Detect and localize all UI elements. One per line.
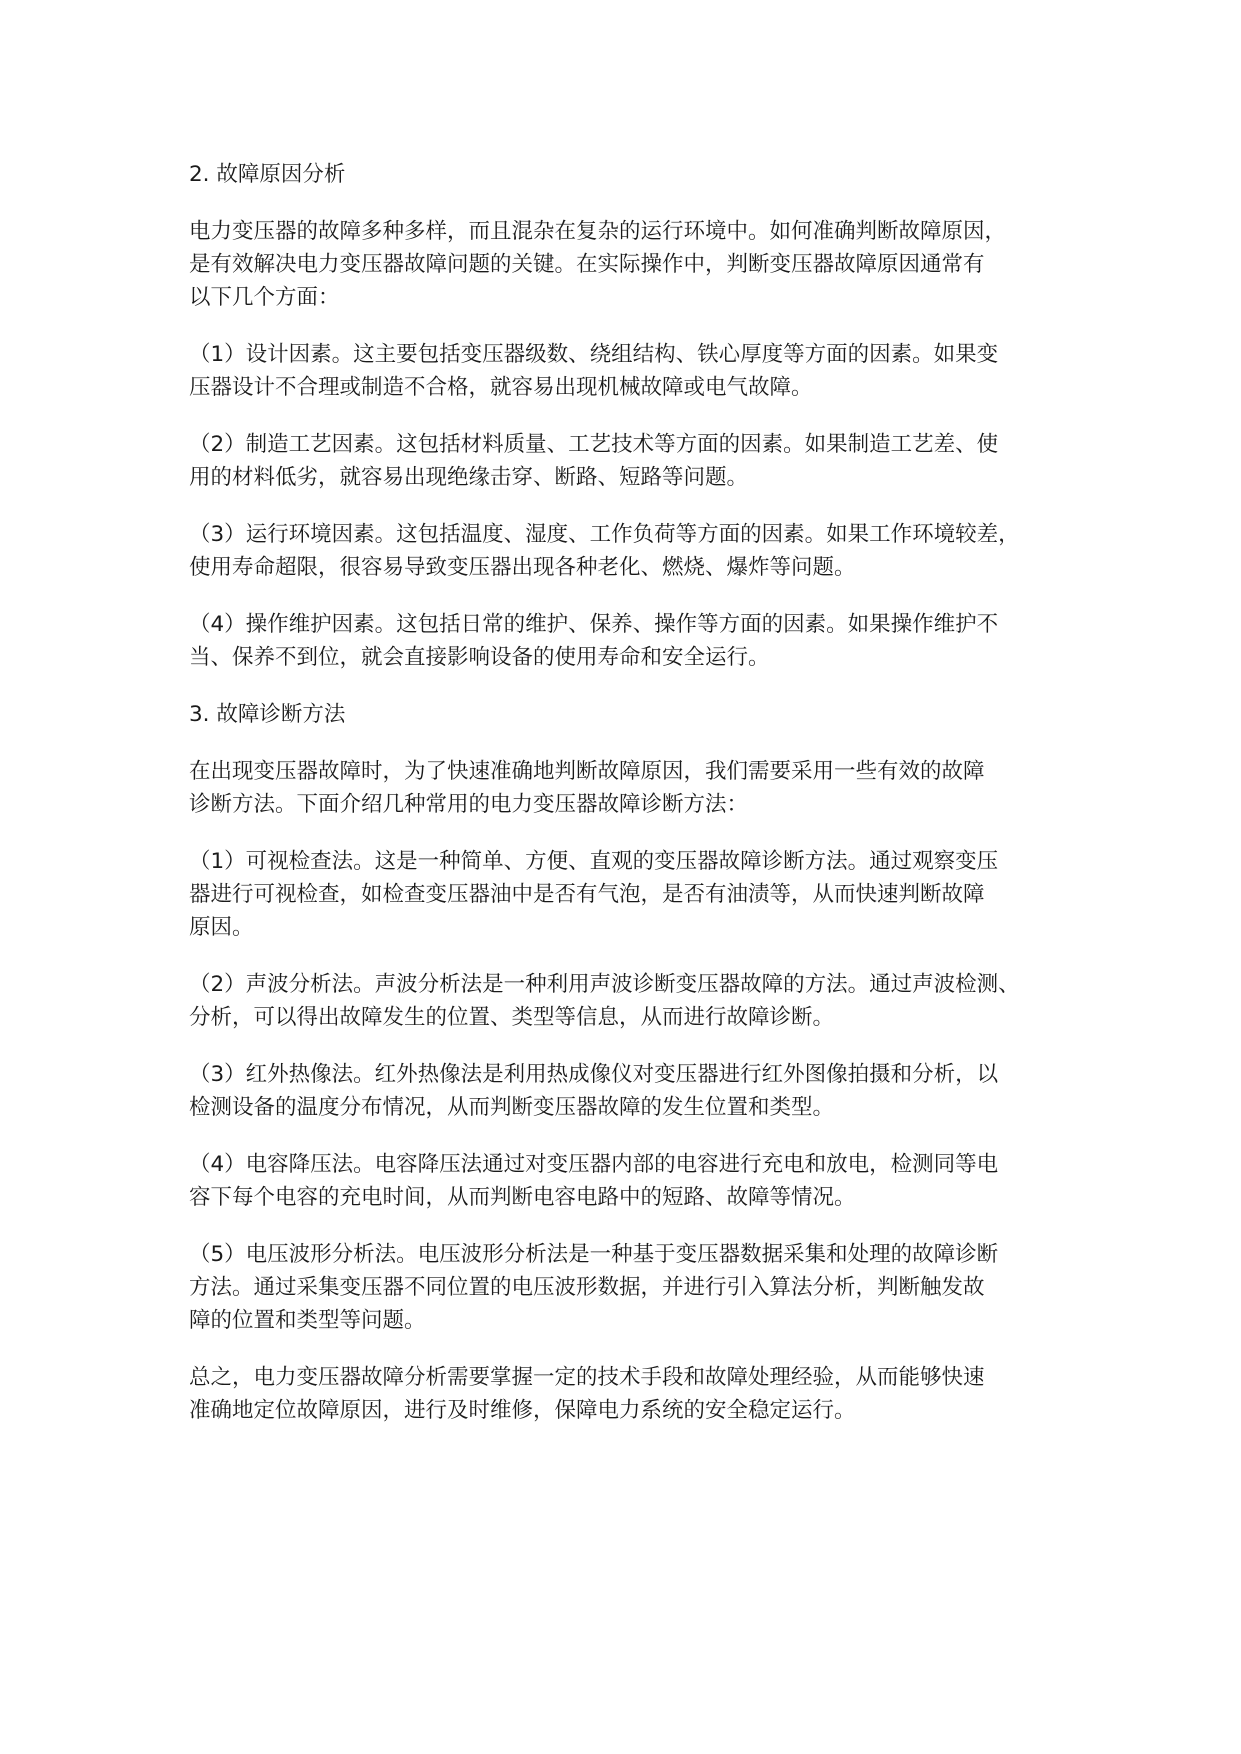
text-line: 用的材料低劣，就容易出现绝缘击穿、断路、短路等问题。 bbox=[189, 465, 749, 490]
paragraph bbox=[189, 845, 1089, 944]
text-line: 2. 故障原因分析 bbox=[189, 162, 346, 187]
paragraph bbox=[189, 608, 1089, 674]
text-line: 使用寿命超限，很容易导致变压器出现各种老化、燃烧、爆炸等问题。 bbox=[189, 555, 856, 580]
text-line: 原因。 bbox=[189, 915, 254, 940]
text-line: （3）运行环境因素。这包括温度、湿度、工作负荷等方面的因素。如果工作环境较差， bbox=[189, 522, 1020, 547]
text-line: 准确地定位故障原因，进行及时维修，保障电力系统的安全稳定运行。 bbox=[189, 1398, 856, 1423]
text-line: （4）操作维护因素。这包括日常的维护、保养、操作等方面的因素。如果操作维护不 bbox=[189, 612, 999, 637]
text-line: （3）红外热像法。红外热像法是利用热成像仪对变压器进行红外图像拍摄和分析，以 bbox=[189, 1062, 999, 1087]
text-line: 总之，电力变压器故障分析需要掌握一定的技术手段和故障处理经验，从而能够快速 bbox=[189, 1365, 985, 1390]
text-line: 是有效解决电力变压器故障问题的关键。在实际操作中，判断变压器故障原因通常有 bbox=[189, 252, 985, 277]
paragraph bbox=[189, 1238, 1089, 1337]
paragraph bbox=[189, 1361, 1089, 1427]
text-line: 障的位置和类型等问题。 bbox=[189, 1308, 426, 1333]
text-line: 在出现变压器故障时，为了快速准确地判断故障原因，我们需要采用一些有效的故障 bbox=[189, 759, 985, 784]
document-body bbox=[189, 158, 1089, 1451]
text-line: （1）可视检查法。这是一种简单、方便、直观的变压器故障诊断方法。通过观察变压 bbox=[189, 849, 999, 874]
text-line: 压器设计不合理或制造不合格，就容易出现机械故障或电气故障。 bbox=[189, 375, 813, 400]
text-line: （2）声波分析法。声波分析法是一种利用声波诊断变压器故障的方法。通过声波检测、 bbox=[189, 972, 1020, 997]
text-line: 器进行可视检查，如检查变压器油中是否有气泡，是否有油渍等，从而快速判断故障 bbox=[189, 882, 985, 907]
paragraph bbox=[189, 755, 1089, 821]
text-line: 以下几个方面： bbox=[189, 285, 340, 310]
text-line: 当、保养不到位，就会直接影响设备的使用寿命和安全运行。 bbox=[189, 645, 770, 670]
paragraph bbox=[189, 338, 1089, 404]
text-line: 检测设备的温度分布情况，从而判断变压器故障的发生位置和类型。 bbox=[189, 1095, 835, 1120]
text-line: 3. 故障诊断方法 bbox=[189, 702, 346, 727]
paragraph bbox=[189, 1058, 1089, 1124]
text-line: 方法。通过采集变压器不同位置的电压波形数据，并进行引入算法分析，判断触发故 bbox=[189, 1275, 985, 1300]
text-line: （2）制造工艺因素。这包括材料质量、工艺技术等方面的因素。如果制造工艺差、使 bbox=[189, 432, 999, 457]
text-line: 容下每个电容的充电时间，从而判断电容电路中的短路、故障等情况。 bbox=[189, 1185, 856, 1210]
section-heading bbox=[189, 158, 1089, 191]
text-line: 电力变压器的故障多种多样，而且混杂在复杂的运行环境中。如何准确判断故障原因， bbox=[189, 219, 1007, 244]
text-line: 分析，可以得出故障发生的位置、类型等信息，从而进行故障诊断。 bbox=[189, 1005, 835, 1030]
paragraph bbox=[189, 428, 1089, 494]
text-line: （5）电压波形分析法。电压波形分析法是一种基于变压器数据采集和处理的故障诊断 bbox=[189, 1242, 999, 1267]
text-line: （4）电容降压法。电容降压法通过对变压器内部的电容进行充电和放电，检测同等电 bbox=[189, 1152, 999, 1177]
paragraph bbox=[189, 1148, 1089, 1214]
paragraph bbox=[189, 518, 1089, 584]
paragraph bbox=[189, 215, 1089, 314]
text-line: （1）设计因素。这主要包括变压器级数、绕组结构、铁心厚度等方面的因素。如果变 bbox=[189, 342, 999, 367]
paragraph bbox=[189, 968, 1089, 1034]
section-heading bbox=[189, 698, 1089, 731]
text-line: 诊断方法。下面介绍几种常用的电力变压器故障诊断方法： bbox=[189, 792, 749, 817]
